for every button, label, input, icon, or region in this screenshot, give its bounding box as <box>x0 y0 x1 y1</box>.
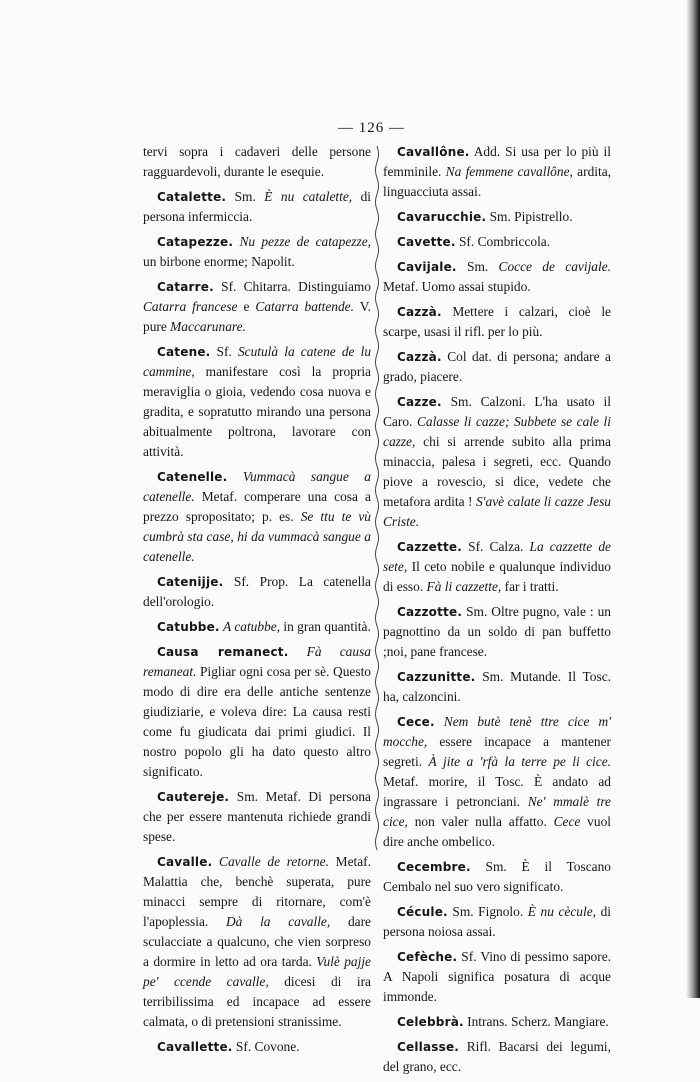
entry-example-text: À jite a 'rfà la terre pe li cice. <box>428 754 611 769</box>
dictionary-entry <box>143 572 371 612</box>
entry-headword: Catenelle. <box>157 470 228 484</box>
dictionary-entry <box>143 342 371 462</box>
entry-headword: Cavette. <box>397 235 456 249</box>
entry-example-text: Maccarunare. <box>170 319 246 334</box>
dictionary-entry <box>383 947 611 1007</box>
dictionary-entry <box>383 207 611 227</box>
dictionary-entry <box>383 347 611 387</box>
entry-example-text: Nem butè tenè ttre cice m' mocche, <box>383 714 611 749</box>
dictionary-entry <box>143 277 371 337</box>
entry-definition-text: Sm. Metaf. Di persona che per essere mantenuta richiede grandi spese. <box>143 789 371 844</box>
entry-definition-text: Sm. È il Toscano Cembalo nel suo vero significato. <box>383 859 611 894</box>
entry-example-text: Cocce de cavijale. <box>498 259 611 274</box>
entry-definition-text: ardita, linguacciuta assai. <box>383 164 611 199</box>
dictionary-entry <box>143 852 371 1032</box>
entry-headword: Cazze. <box>397 395 442 409</box>
entry-definition-text: vuol dire anche ombelico. <box>383 814 611 849</box>
left-column <box>143 142 371 1062</box>
entry-definition-text: di persona noiosa assai. <box>383 904 611 939</box>
dictionary-entry <box>143 187 371 227</box>
entry-example-text: È nu cècule, <box>527 904 596 919</box>
entry-definition-text <box>227 469 242 484</box>
entry-example-text: Nu pezze de catapezze, <box>239 234 371 249</box>
entry-headword: Catenijje. <box>157 575 224 589</box>
entry-definition-text: Sf. Calza. <box>461 539 530 554</box>
entry-headword: Causa remanect. <box>157 645 289 659</box>
entry-example-text: Fà li cazzette, <box>426 579 502 594</box>
entry-example-text: Se ttu te vù cumbrà sta case, hi da vummacà sangue a catenelle. <box>143 509 371 564</box>
entry-definition-text: Intrans. Scherz. Mangiare. <box>463 1014 609 1029</box>
entry-definition-text: Sm. <box>456 259 499 274</box>
entry-example-text: Ne' mmalè tre cice, <box>383 794 612 829</box>
dictionary-entry <box>143 232 371 272</box>
entry-definition-text: tervi sopra i cadaveri delle persone ragguardevoli, durante le esequie. <box>143 144 371 179</box>
entry-example-text: Fà causa remaneat. <box>143 644 371 679</box>
entry-headword: Catalette. <box>157 190 227 204</box>
entry-example-text: A catubbe, <box>223 619 281 634</box>
entry-example-text: S'avè calate li cazze Jesu Criste. <box>383 494 611 529</box>
entry-definition-text: Sf. Combriccola. <box>455 234 551 249</box>
entry-definition-text: di persona infermiccia. <box>143 189 372 224</box>
dictionary-entry <box>383 302 611 342</box>
dictionary-entry <box>383 667 611 707</box>
dictionary-entry <box>143 467 371 567</box>
entry-definition-text: un birbone enorme; Napolit. <box>143 254 295 269</box>
entry-definition-text: non valer nulla affatto. <box>407 814 554 829</box>
entry-definition-text: Sf. Covone. <box>232 1039 300 1054</box>
entry-example-text: Catarra battende. <box>255 299 354 314</box>
dictionary-entry <box>383 857 611 897</box>
entry-definition-text: Add. Si usa per lo più il femminile. <box>383 144 611 179</box>
dictionary-entry <box>383 712 611 852</box>
entry-example-text: Vummacà sangue a catenelle. <box>143 469 371 504</box>
entry-headword: Cécule. <box>397 905 448 919</box>
entry-definition-text: Sm. Fignolo. <box>447 904 528 919</box>
entry-definition-text: in gran quantità. <box>280 619 371 634</box>
entry-headword: Cazzà. <box>397 305 442 319</box>
entry-definition-text: Sm. <box>226 189 265 204</box>
entry-definition-text: Sf. Prop. La catenella dell'orologio. <box>143 574 371 609</box>
dictionary-entry <box>383 1037 611 1077</box>
entry-headword: Cavallône. <box>397 145 470 159</box>
entry-definition-text <box>435 714 444 729</box>
entry-headword: Cazzunitte. <box>397 670 476 684</box>
entry-headword: Cavarucchie. <box>397 210 487 224</box>
entry-example-text: Calasse li cazze; Subbete se cale li cazze, <box>383 414 611 449</box>
entry-definition-text: Metaf. Uomo assai stupido. <box>383 279 531 294</box>
column-divider <box>374 146 380 856</box>
entry-example-text: Scutulà la catene de lu cammine, <box>143 344 372 379</box>
dictionary-entry <box>383 902 611 942</box>
dictionary-entry <box>143 642 371 782</box>
entry-definition-text: V. pure <box>143 299 372 334</box>
dictionary-entry <box>383 232 611 252</box>
entry-headword: Cecembre. <box>397 860 471 874</box>
entry-example-text: Cavalle de retorne. <box>219 854 329 869</box>
entry-headword: Celebbrà. <box>397 1015 464 1029</box>
entry-definition-text: essere incapace a mantener segreti. <box>383 734 611 769</box>
entry-example-text: Cece <box>553 814 581 829</box>
entry-example-text: Catarra francese <box>143 299 238 314</box>
page-number: — 126 — <box>338 120 405 136</box>
entry-definition-text: Sf. Chitarra. Distinguiamo <box>213 279 371 294</box>
entry-headword: Catarre. <box>157 280 214 294</box>
dictionary-entry <box>143 142 371 182</box>
entry-definition-text: manifestare così la propria meraviglia o gioia, vedendo cosa nuova e gradita, e sopratutto mirando una persona abitualmente poltrona, lavorare con attività. <box>143 364 371 459</box>
entry-definition-text: Mettere i calzari, cioè le scarpe, usasi il rifl. per lo più. <box>383 304 611 339</box>
entry-headword: Cazzà. <box>397 350 442 364</box>
entry-example-text: Dà la cavalle, <box>225 914 331 929</box>
dictionary-entry <box>143 617 371 637</box>
entry-definition-text: Sf. <box>210 344 238 359</box>
entry-example-text: Vulè pajje pe' ccende cavalle, <box>143 954 371 989</box>
entry-definition-text: Sm. Pipistrello. <box>486 209 573 224</box>
entry-definition-text: dare sculacciate a qualcuno, che vien sorpreso a dormire in letto ad ora tarda. <box>143 914 371 969</box>
page-edge-shadow <box>686 0 700 998</box>
entry-headword: Cautereje. <box>157 790 230 804</box>
entry-headword: Cavijale. <box>397 260 457 274</box>
dictionary-entry <box>383 392 611 532</box>
entry-definition-text: dicesi di ira terribilissima ed incapace ad essere calmata, o di pretensioni stranissime. <box>143 974 371 1029</box>
entry-headword: Catapezze. <box>157 235 234 249</box>
dictionary-entry <box>383 257 611 297</box>
entry-headword: Cellasse. <box>397 1040 460 1054</box>
entry-definition-text: Col dat. di persona; andare a grado, piacere. <box>383 349 611 384</box>
entry-definition-text: Il ceto nobile e qualunque individuo di esso. <box>383 559 611 594</box>
entry-definition-text: Rifl. Bacarsi dei legumi, del grano, ecc. <box>383 1039 611 1074</box>
dictionary-entry <box>383 1012 611 1032</box>
entry-headword: Cefèche. <box>397 950 458 964</box>
entry-definition-text: Sm. Mutande. Il Tosc. ha, calzoncini. <box>383 669 611 704</box>
entry-definition-text: Pigliar ogni cosa per sè. Questo modo di dire era delle antiche sentenze giudiziarie, e voleva dire: La causa resti come fu giudicata dai primi giudici. Il nostro popolo gli ha dato questo altro significato. <box>143 664 371 779</box>
entry-example-text: È nu catalette, <box>264 189 353 204</box>
entry-headword: Catubbe. <box>157 620 220 634</box>
dictionary-entry <box>143 787 371 847</box>
dictionary-entry <box>383 537 611 597</box>
entry-definition-text: Metaf. morire, il Tosc. È andato ad ingrassare i petronciani. <box>383 774 611 809</box>
entry-definition-text: Metaf. Malattia che, benchè superata, pure minacci sempre di ritornare, com'è l'apoplessia. <box>143 854 371 929</box>
entry-example-text: La cazzette de sete, <box>383 539 611 574</box>
entry-headword: Cavallette. <box>157 1040 233 1054</box>
dictionary-entry <box>383 142 611 202</box>
right-column <box>383 142 611 1082</box>
entry-example-text: Na femmene cavallône, <box>445 164 573 179</box>
entry-definition-text: Metaf. comperare una cosa a prezzo spropositato; p. es. <box>143 489 371 524</box>
entry-definition-text: Sm. Calzoni. L'ha usato il Caro. <box>383 394 611 429</box>
entry-definition-text: e <box>237 299 256 314</box>
entry-definition-text: far i tratti. <box>501 579 559 594</box>
entry-definition-text: Sf. Vino di pessimo sapore. A Napoli significa posatura di acque immonde. <box>383 949 611 1004</box>
entry-headword: Cece. <box>397 715 435 729</box>
dictionary-entry <box>143 1037 371 1057</box>
entry-definition-text: chi si arrende subito alla prima minaccia, palesa i segreti, ecc. Quando piove a rovescio, si dice, vedete che metafora ardita ! <box>383 434 611 509</box>
entry-headword: Cazzotte. <box>397 605 463 619</box>
entry-headword: Catene. <box>157 345 211 359</box>
entry-definition-text: Sm. Oltre pugno, vale : un pagnottino da un soldo di pan buffetto ;noi, pane francese. <box>383 604 611 659</box>
entry-headword: Cazzette. <box>397 540 462 554</box>
dictionary-entry <box>383 602 611 662</box>
entry-headword: Cavalle. <box>157 855 213 869</box>
entry-definition-text <box>288 644 306 659</box>
